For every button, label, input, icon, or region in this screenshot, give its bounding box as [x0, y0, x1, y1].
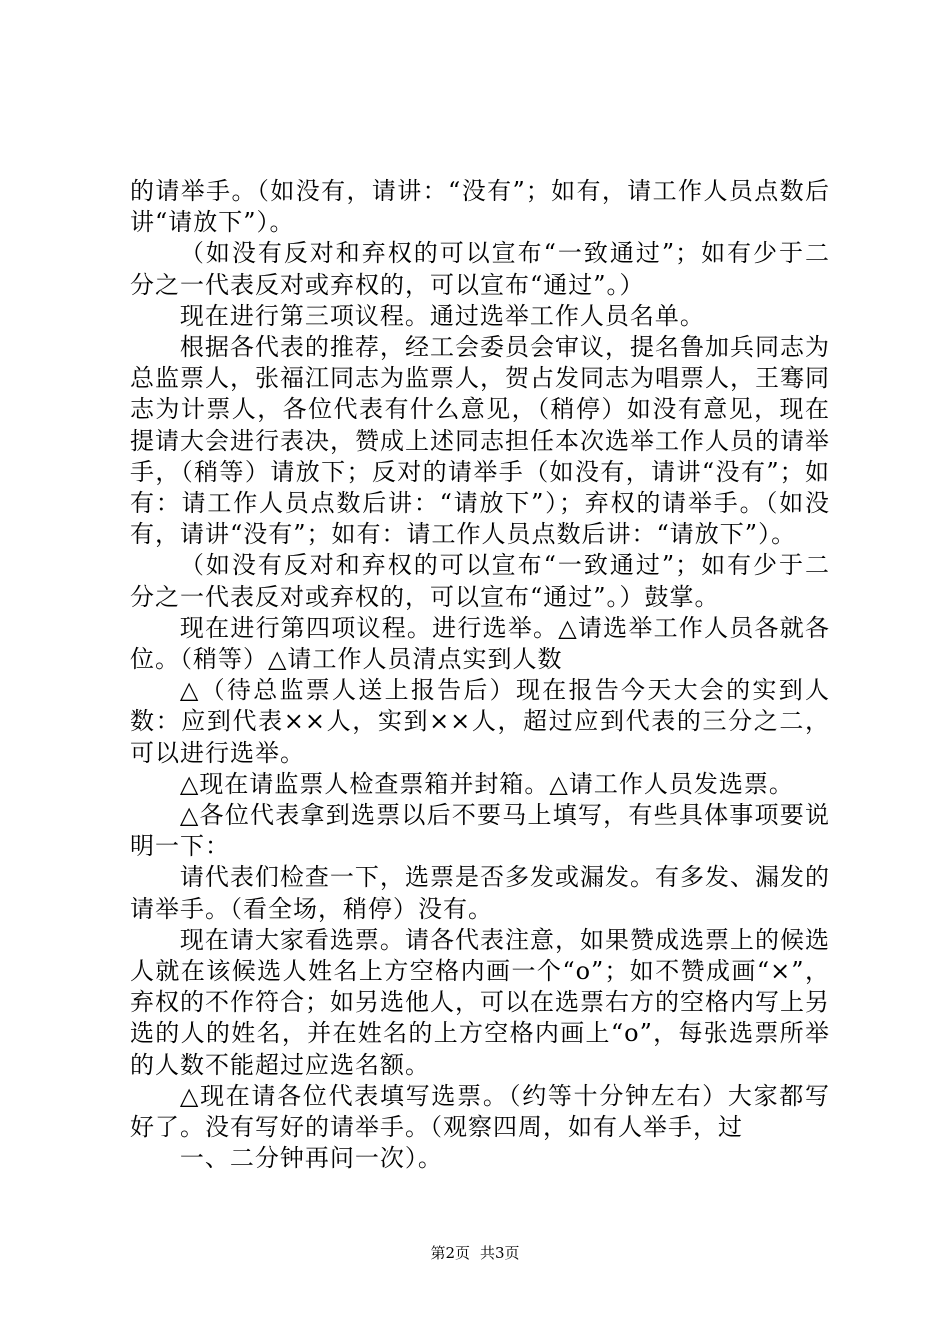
paragraph-1: 的请举手。（如没有，请讲：“没有”；如有，请工作人员点数后讲“请放下”）。 [130, 177, 830, 237]
paragraph-7: △（待总监票人送上报告后）现在报告今天大会的实到人数：应到代表××人，实到××人，超过应到代表的三分之二，可以进行选举。 [130, 676, 830, 767]
paragraph-3: 现在进行第三项议程。通过选举工作人员名单。 [179, 301, 705, 330]
paragraph-6: 现在进行第四项议程。进行选举。△请选举工作人员各就各位。（稍等）△请工作人员清点实到人数 [130, 613, 830, 674]
paragraph-10: 请代表们检查一下，选票是否多发或漏发。有多发、漏发的请举手。（看全场，稍停）没有。 [130, 863, 830, 923]
paragraph-12: △现在请各位代表填写选票。（约等十分钟左右）大家都写好了。没有写好的请举手。（观察四周，如有人举手，过 [130, 1081, 830, 1142]
paragraph-5: （如没有反对和弃权的可以宣布“一致通过”；如有少于二分之一代表反对或弃权的，可以宣布“通过”。）鼓掌。 [130, 551, 830, 611]
paragraph-13: 一、二分钟再问一次）。 [179, 1144, 443, 1173]
page-total: 共3页 [480, 1244, 520, 1262]
document-body [130, 176, 830, 1175]
paragraph-4: 根据各代表的推荐，经工会委员会审议，提名鲁加兵同志为总监票人，张福江同志为监票人，贺占发同志为唱票人，王骞同志为计票人，各位代表有什么意见，（稍停）如没有意见，现在提请大会进行表决，赞成上述同志担任本次选举工作人员的请举手，（稍等）请放下；反对的请举手（如没有，请讲“没有”；如有：请工作人员点数后讲：“请放下”）；弃权的请举手。（如没有，请讲“没有”；如有：请工作人员点数后讲：“请放下”）。 [130, 333, 830, 549]
paragraph-2: （如没有反对和弃权的可以宣布“一致通过”；如有少于二分之一代表反对或弃权的，可以宣布“通过”。） [130, 239, 830, 299]
page-footer [0, 1243, 950, 1263]
page-number: 第2页 [430, 1244, 470, 1262]
paragraph-11: 现在请大家看选票。请各代表注意，如果赞成选票上的候选人就在该候选人姓名上方空格内画一个“o”；如不赞成画“×”，弃权的不作符合；如另选他人，可以在选票右方的空格内写上另选的人的姓名，并在姓名的上方空格内画上“o”，每张选票所举的人数不能超过应选名额。 [130, 925, 830, 1079]
paragraph-9: △各位代表拿到选票以后不要马上填写，有些具体事项要说明一下： [130, 801, 830, 861]
paragraph-8: △现在请监票人检查票箱并封箱。△请工作人员发选票。 [179, 769, 794, 798]
